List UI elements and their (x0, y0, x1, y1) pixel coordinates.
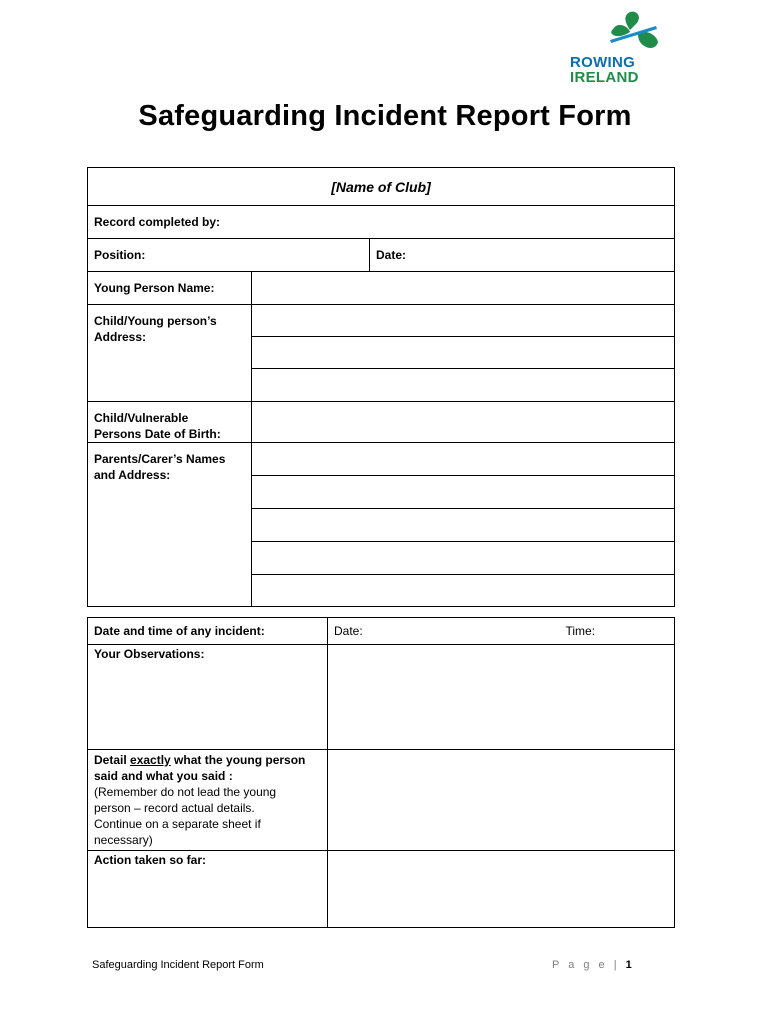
detail-input[interactable] (328, 750, 675, 851)
page-title: Safeguarding Incident Report Form (138, 100, 632, 132)
parents-label-line2: and Address: (94, 468, 171, 482)
detail-pre: Detail (94, 753, 131, 767)
club-name[interactable]: [Name of Club] (88, 168, 675, 206)
footer-page-indicator (552, 959, 632, 971)
address-label-line2: Address: (94, 330, 147, 344)
rowing-ireland-logo (566, 10, 666, 88)
parents-label-line1: Parents/Carer’s Names (94, 452, 226, 466)
incident-label: Date and time of any incident: (88, 618, 328, 645)
parents-input-line[interactable] (252, 476, 675, 509)
detail-label (88, 750, 328, 851)
dob-input[interactable] (252, 402, 675, 443)
parents-input-line[interactable] (252, 509, 675, 542)
incident-details-table (87, 617, 675, 928)
footer-page-number: 1 (625, 959, 632, 971)
parents-input-line[interactable] (252, 443, 675, 476)
action-input[interactable] (328, 851, 675, 928)
footer-page-label: P a g e | (552, 959, 620, 971)
dob-label (88, 402, 252, 443)
address-input-line[interactable] (252, 305, 675, 337)
young-person-name-label: Young Person Name: (88, 272, 252, 305)
logo-line1: ROWING (570, 54, 636, 71)
date-field[interactable]: Date: (370, 239, 675, 272)
detail-note3: Continue on a separate sheet if (94, 817, 261, 831)
detail-note1: (Remember do not lead the young (94, 785, 277, 799)
logo-wordmark (570, 55, 650, 85)
detail-emphasis: exactly (130, 753, 171, 767)
address-label (88, 305, 252, 402)
shamrock-rower-icon (608, 10, 662, 56)
parents-input-line[interactable] (252, 575, 675, 607)
detail-line1 (94, 752, 321, 768)
detail-note4: necessary) (94, 833, 153, 847)
incident-date-field[interactable]: Date: (328, 618, 560, 645)
parents-input-line[interactable] (252, 542, 675, 575)
parents-label (88, 443, 252, 607)
young-person-name-input[interactable] (252, 272, 675, 305)
detail-post: what the young person (170, 753, 306, 767)
detail-note2: person – record actual details. (94, 801, 255, 815)
child-details-table (87, 167, 675, 607)
address-label-line1: Child/Young person’s (94, 314, 217, 328)
address-input-line[interactable] (252, 337, 675, 369)
observations-label: Your Observations: (88, 645, 328, 750)
logo-line2: IRELAND (570, 69, 639, 86)
action-label: Action taken so far: (88, 851, 328, 928)
incident-time-field[interactable]: Time: (560, 618, 675, 645)
detail-line2: said and what you said : (94, 769, 233, 783)
record-completed-by-field[interactable]: Record completed by: (88, 206, 675, 239)
position-field[interactable]: Position: (88, 239, 370, 272)
footer-title: Safeguarding Incident Report Form (92, 959, 264, 971)
address-input-line[interactable] (252, 369, 675, 402)
dob-label-line1: Child/Vulnerable (94, 411, 189, 425)
dob-label-line2: Persons Date of Birth: (94, 427, 221, 441)
observations-input[interactable] (328, 645, 675, 750)
